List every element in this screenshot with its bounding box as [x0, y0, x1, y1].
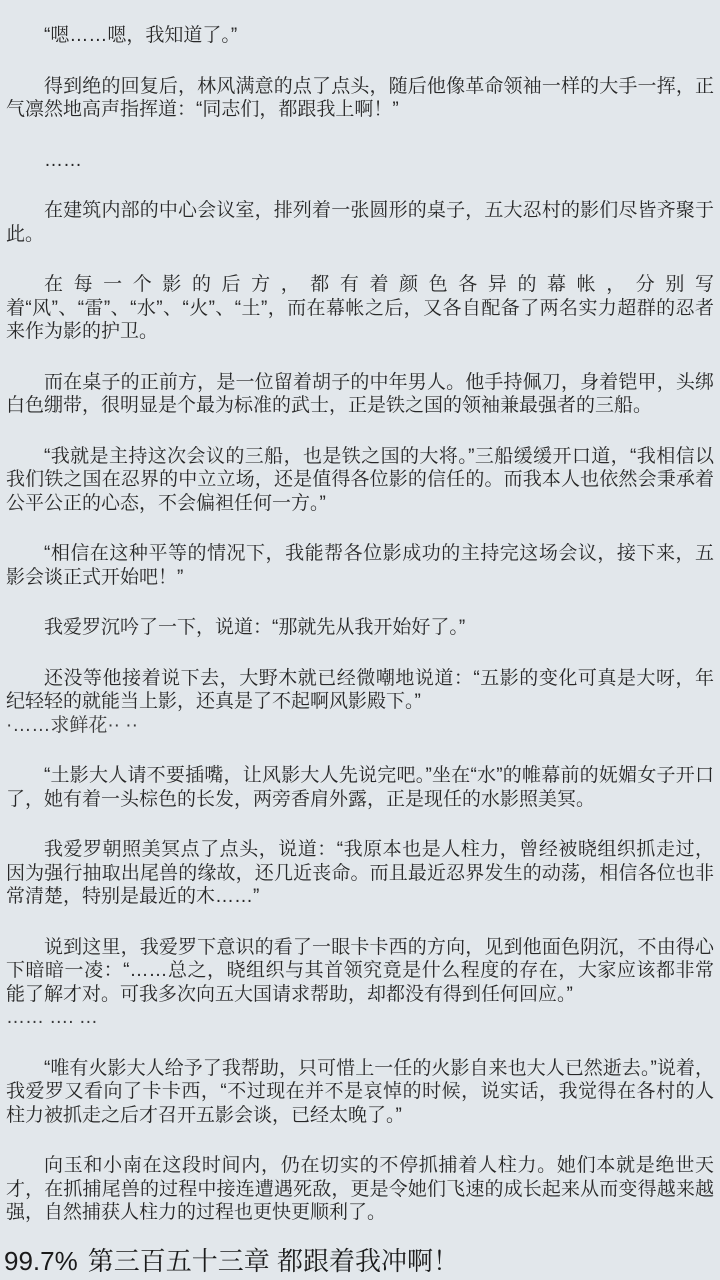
reading-progress: 99.7%	[4, 1246, 78, 1276]
novel-paragraph: 而在桌子的正前方，是一位留着胡子的中年男人。他手持佩刀，身着铠甲，头绑白色绷带，很明显是个最为标准的武士，正是铁之国的领袖兼最强者的三船。	[6, 371, 714, 416]
novel-paragraph: “我就是主持这次会议的三船，也是铁之国的大将。”三船缓缓开口道，“我相信以我们铁之国在忍界的中立立场，还是值得各位影的信任的。而我本人也依然会秉承着公平公正的心态，不会偏袒任何一方。”	[6, 445, 714, 514]
novel-paragraph: 还没等他接着说下去，大野木就已经微嘲地说道：“五影的变化可真是大呀，年纪轻轻的就能当上影，还真是了不起啊风影殿下。”	[6, 667, 714, 712]
author-note-line: ·……求鲜花·· ··	[6, 714, 138, 736]
novel-paragraph: 在每一个影的后方，都有着颜色各异的幕帐，分别写着“风”、“雷”、“水”、“火”、“土”，而在幕帐之后，又各自配备了两名实力超群的忍者来作为影的护卫。	[6, 274, 714, 342]
novel-paragraph: “嗯……嗯，我知道了。”	[44, 25, 238, 46]
novel-paragraph: 向玉和小南在这段时间内，仍在切实的不停抓捕着人柱力。她们本就是绝世天才，在抓捕尾兽的过程中接连遭遇死敌，更是令她们飞速的成长起来从而变得越来越强，自然捕获人柱力的过程也更快更顺利了。	[6, 1155, 714, 1223]
novel-paragraph: “土影大人请不要插嘴，让风影大人先说完吧。”坐在“水”的帷幕前的妩媚女子开口了，她有着一头棕色的长发，两旁香肩外露，正是现任的水影照美冥。	[6, 765, 714, 810]
novel-paragraph: 说到这里，我爱罗下意识的看了一眼卡卡西的方向，见到他面色阴沉，不由得心下暗暗一凌：“……总之，晓组织与其首领究竟是什么程度的存在，大家应该都非常能了解才对。可我多次向五大国请求帮助，却都没有得到任何回应。”	[6, 936, 714, 1005]
author-note-line: …… …. …	[6, 1007, 98, 1028]
novel-paragraph: 我爱罗沉吟了一下，说道：“那就先从我开始好了。”	[44, 617, 466, 638]
paragraph-list	[6, 24, 714, 1225]
novel-paragraph: “唯有火影大人给予了我帮助，只可惜上一任的火影自来也大人已然逝去。”说着，我爱罗又看向了卡卡西，“不过现在并不是哀悼的时候，说实话，我觉得在各村的人柱力被抓走之后才召开五影会谈，已经太晚了。”	[6, 1057, 714, 1126]
novel-paragraph: ……	[44, 149, 82, 171]
novel-paragraph: 得到绝的回复后，林风满意的点了点头，随后他像革命领袖一样的大手一挥，正气凛然地高声指挥道：“同志们，都跟我上啊！”	[6, 75, 714, 120]
chapter-title: 第三百五十三章 都跟着我冲啊！	[87, 1246, 459, 1276]
novel-paragraph: 我爱罗朝照美冥点了点头，说道：“我原本也是人柱力，曾经被晓组织抓走过，因为强行抽取出尾兽的缘故，还几近丧命。而且最近忍界发生的动荡，相信各位也非常清楚，特别是最近的木……”	[6, 839, 714, 907]
novel-paragraph: 在建筑内部的中心会议室，排列着一张圆形的桌子，五大忍村的影们尽皆齐聚于此。	[6, 200, 714, 245]
reader-status-bar	[4, 1244, 716, 1280]
novel-paragraph: “相信在这种平等的情况下，我能帮各位影成功的主持完这场会议，接下来，五影会谈正式开始吧！”	[6, 543, 714, 588]
